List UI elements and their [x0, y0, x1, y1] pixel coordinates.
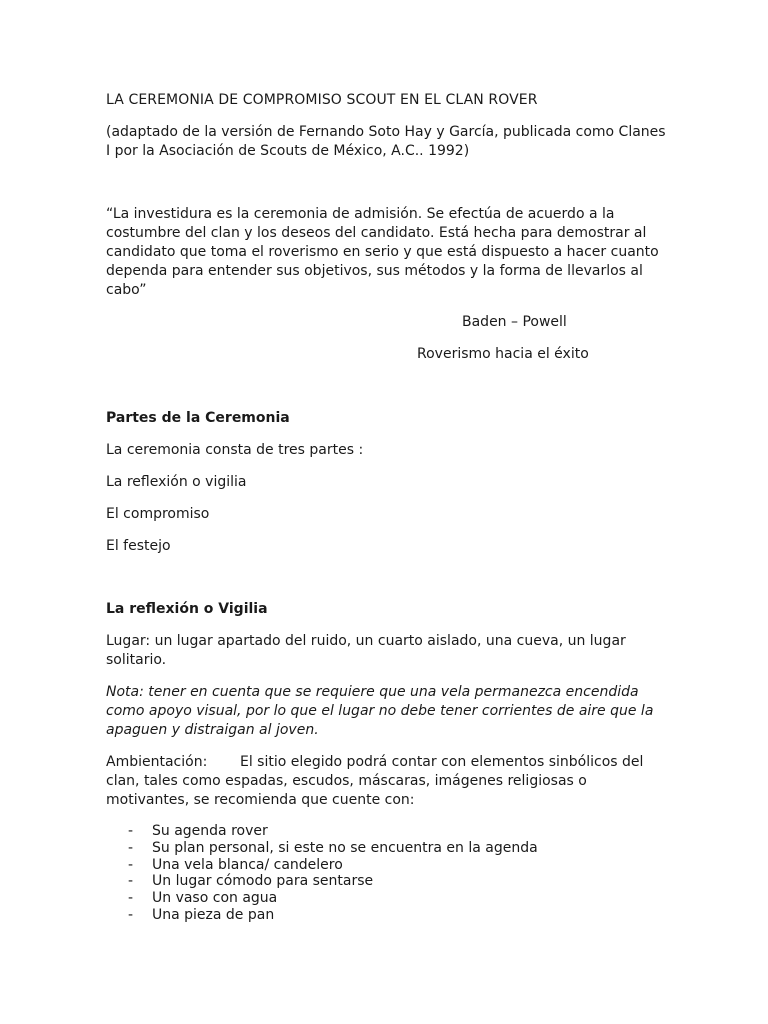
- parts-heading: Partes de la Ceremonia: [106, 410, 290, 426]
- list-item-text: Un lugar cómodo para sentarse: [152, 873, 374, 890]
- list-item-text: Su plan personal, si este no se encuentra en la agenda: [152, 839, 538, 856]
- bullet-dash: -: [128, 823, 134, 839]
- parts-intro: La ceremonia consta de tres partes :: [106, 442, 364, 458]
- nota-line-2: como apoyo visual, por lo que el lugar no debe tener corrientes de aire que la: [106, 703, 654, 719]
- nota-line-1: Nota: tener en cuenta que se requiere que una vela permanezca encendida: [106, 684, 639, 700]
- bullet-dash: -: [128, 890, 134, 907]
- lugar-line-1: Lugar: un lugar apartado del ruido, un cuarto aislado, una cueva, un lugar: [106, 633, 626, 649]
- ambientacion-line-1: El sitio elegido podrá contar con elementos sinbólicos del: [240, 754, 644, 770]
- quote-source: Roverismo hacia el éxito: [417, 346, 589, 362]
- document-title: LA CEREMONIA DE COMPROMISO SCOUT EN EL CLAN ROVER: [106, 92, 538, 108]
- lugar-line-2: solitario.: [106, 652, 167, 668]
- quote-author: Baden – Powell: [462, 314, 567, 330]
- quote-line-5: cabo”: [106, 282, 147, 298]
- list-item-text: Un vaso con agua: [152, 890, 278, 907]
- vigil-heading: La reflexión o Vigilia: [106, 601, 268, 617]
- ambientacion-line-2: clan, tales como espadas, escudos, máscaras, imágenes religiosas o: [106, 773, 587, 789]
- list-item-text: Una pieza de pan: [152, 906, 275, 923]
- source-note-line-2: I por la Asociación de Scouts de México, A.C.. 1992): [106, 143, 470, 159]
- part-item: El compromiso: [106, 506, 210, 522]
- nota-line-3: apaguen y distraigan al joven.: [106, 722, 319, 738]
- quote-line-2: costumbre del clan y los deseos del candidato. Está hecha para demostrar al: [106, 225, 647, 241]
- ambientacion-line-3: motivantes, se recomienda que cuente con:: [106, 792, 415, 808]
- bullet-dash: -: [128, 839, 134, 856]
- bullet-dash: -: [128, 873, 134, 890]
- quote-line-1: “La investidura es la ceremonia de admisión. Se efectúa de acuerdo a la: [106, 206, 615, 222]
- list-item-text: Su agenda rover: [152, 823, 268, 839]
- part-item: La reflexión o vigilia: [106, 474, 247, 490]
- quote-line-4: dependa para entender sus objetivos, sus métodos y la forma de llevarlos al: [106, 263, 643, 279]
- part-item: El festejo: [106, 538, 171, 554]
- list-item-text: Una vela blanca/ candelero: [152, 856, 343, 873]
- bullet-dash: -: [128, 856, 134, 873]
- quote-line-3: candidato que toma el roverismo en serio y que está dispuesto a hacer cuanto: [106, 244, 659, 260]
- bullet-dash: -: [128, 906, 134, 923]
- ambientacion-label: Ambientación:: [106, 754, 208, 770]
- source-note-line-1: (adaptado de la versión de Fernando Soto Hay y García, publicada como Clanes: [106, 124, 666, 140]
